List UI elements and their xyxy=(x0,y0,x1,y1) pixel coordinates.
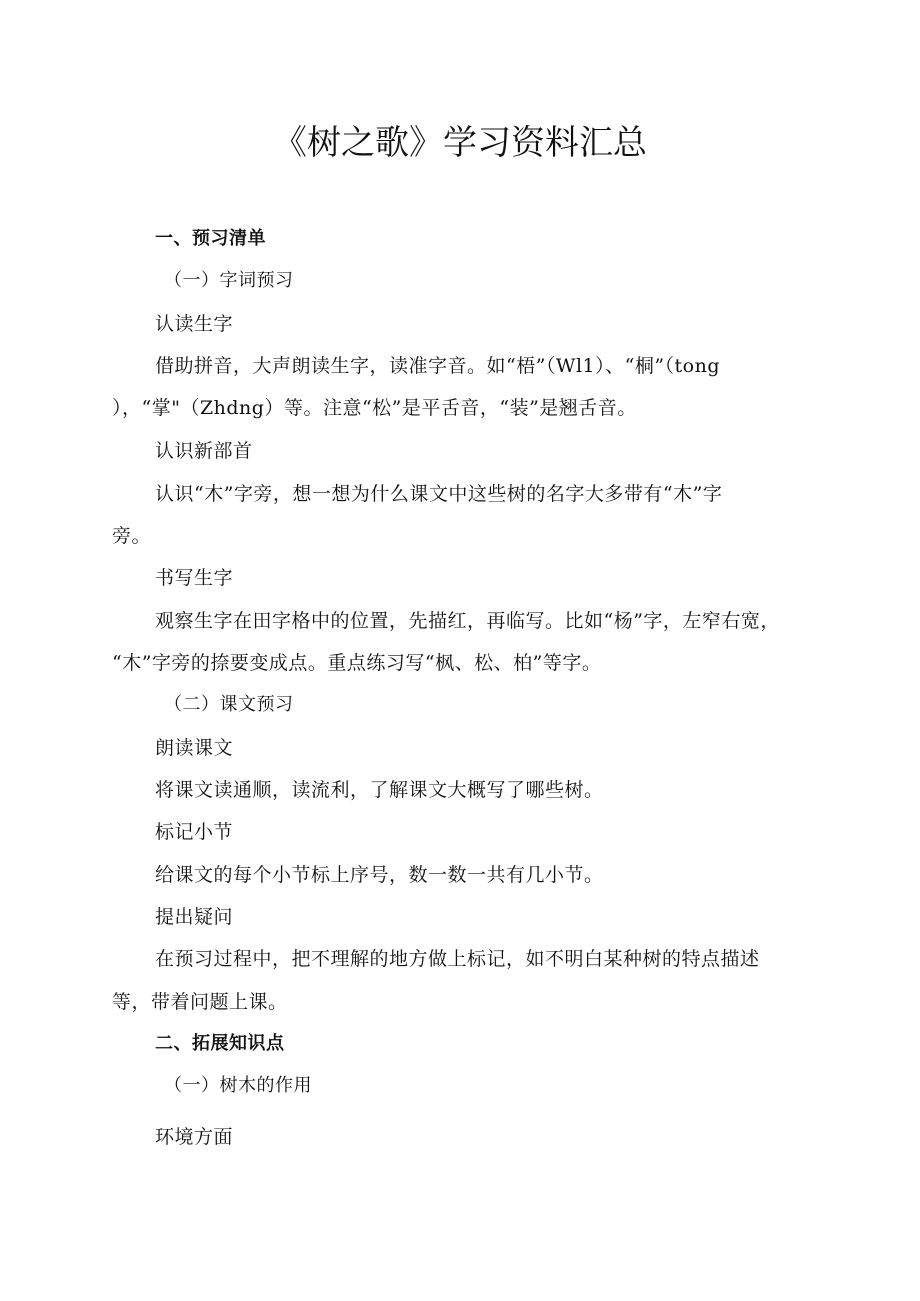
document-title: 《树之歌》学习资料汇总 xyxy=(273,123,647,163)
paragraph-line: 将课文读通顺，读流利，了解课文大概写了哪些树。 xyxy=(155,779,604,801)
section-1-heading: 一、预习清单 xyxy=(155,228,266,249)
paragraph-line: ），“掌"（Zhdng）等。注意“松”是平舌音，“装”是翘舌音。 xyxy=(112,397,637,419)
item-label-environment: 环境方面 xyxy=(155,1126,234,1148)
section-2-sub-1-heading: （一）树木的作用 xyxy=(164,1075,312,1096)
item-label-read-aloud: 朗读课文 xyxy=(155,737,234,759)
item-label-ask-questions: 提出疑问 xyxy=(155,906,234,928)
paragraph-line: 旁。 xyxy=(112,525,152,547)
paragraph-line: 给课文的每个小节标上序号，数一数一共有几小节。 xyxy=(155,864,604,886)
paragraph-line: 认识“木”字旁，想一想为什么课文中这些树的名字大多带有“木”字 xyxy=(155,483,723,505)
section-1-sub-2-heading: （二）课文预习 xyxy=(164,694,294,715)
section-2-heading: 二、拓展知识点 xyxy=(155,1033,285,1054)
paragraph-line: 在预习过程中，把不理解的地方做上标记，如不明白某种树的特点描述 xyxy=(155,948,760,970)
paragraph-line: “木”字旁的捺要变成点。重点练习写“枫、松、柏”等字。 xyxy=(112,652,602,674)
item-label-recognize-characters: 认读生字 xyxy=(155,313,234,335)
item-label-mark-sections: 标记小节 xyxy=(155,821,234,843)
paragraph-line: 观察生字在田字格中的位置，先描红，再临写。比如“杨”字，左窄右宽， xyxy=(155,610,780,632)
item-label-writing-characters: 书写生字 xyxy=(155,567,234,589)
item-label-new-radical: 认识新部首 xyxy=(155,440,253,462)
section-1-sub-1-heading: （一）字词预习 xyxy=(164,270,294,291)
paragraph-line: 等，带着问题上课。 xyxy=(112,991,288,1013)
paragraph-line: 借助拼音，大声朗读生字，读准字音。如“梧”（Wl1）、“桐”（tong xyxy=(155,355,721,377)
